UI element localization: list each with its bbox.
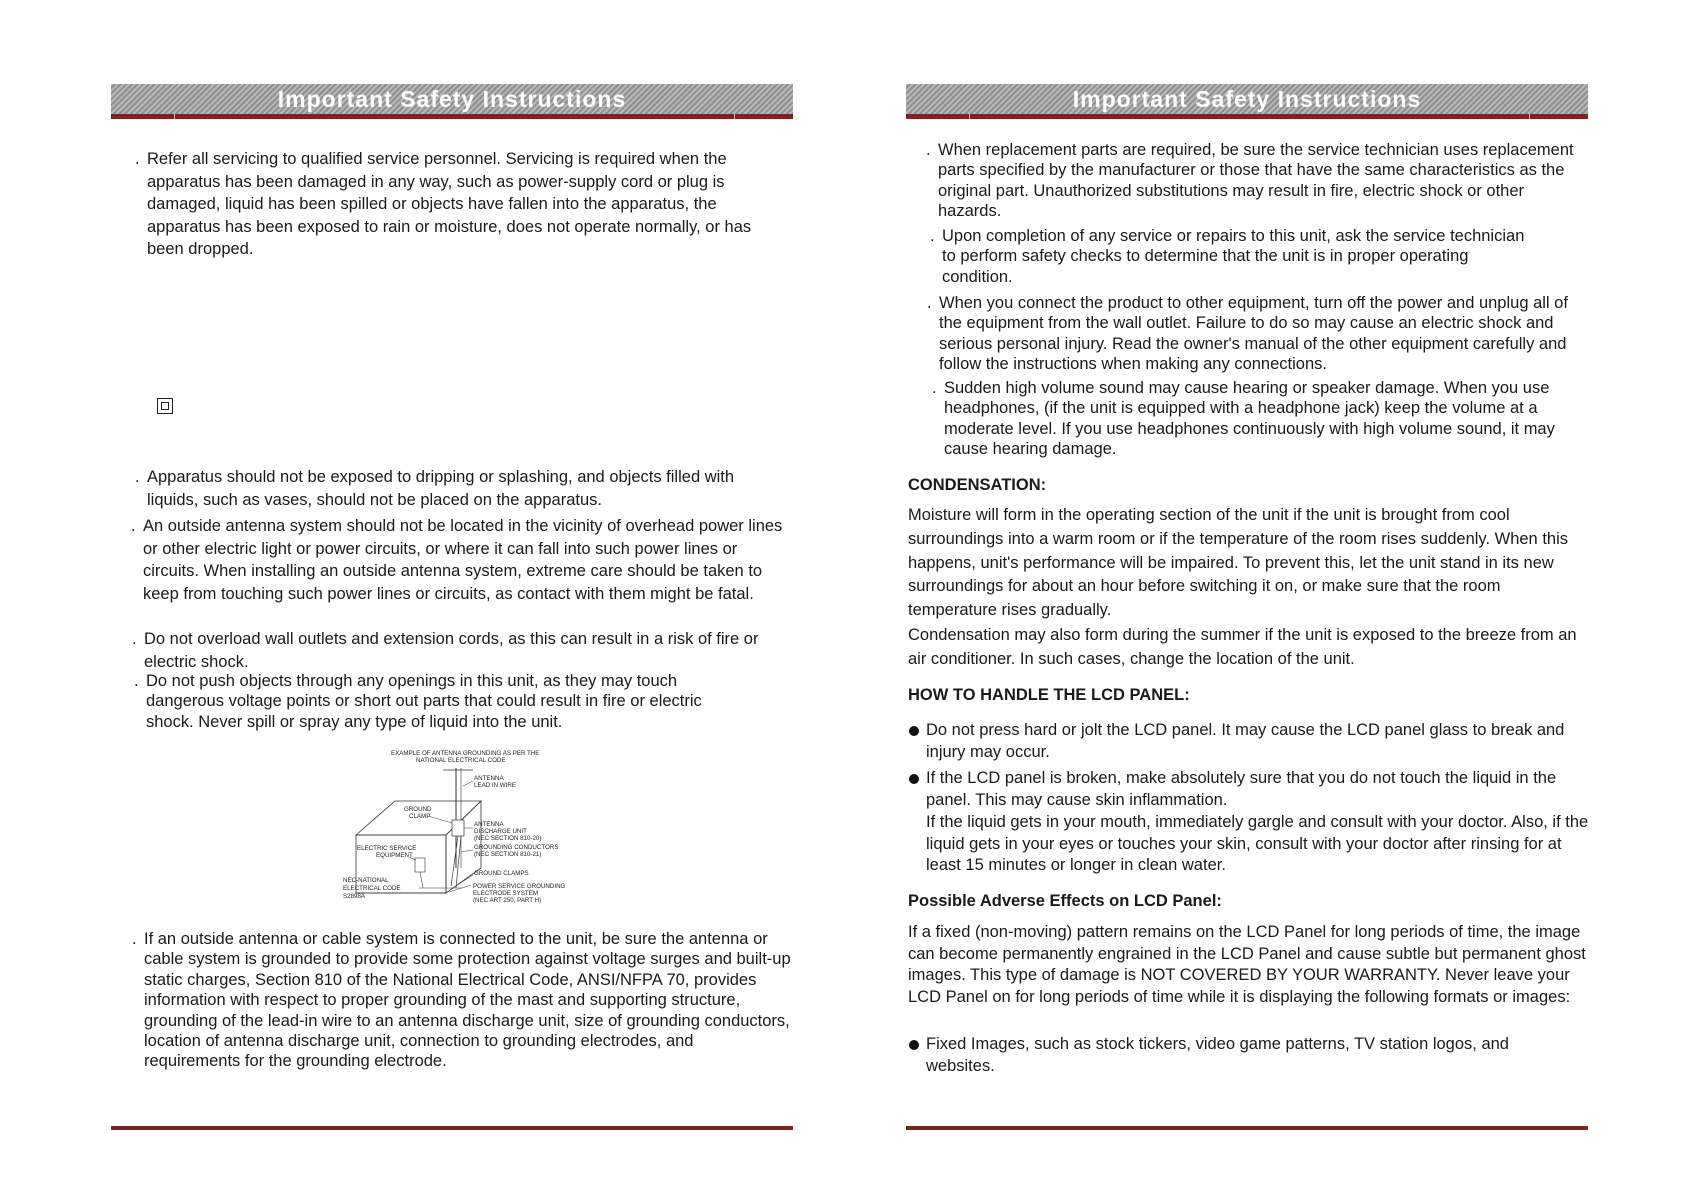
label-discharge-2: DISCHARGE UNIT bbox=[474, 828, 527, 835]
connect-equipment-paragraph: . When you connect the product to other equipment, turn off the power and unplug all of the equipment from the wall outlet. Failure to do so may cause an electric shock and serious personal injury. Read the owner's manual of the other equipment carefully and follow the instructions when making any connections. bbox=[927, 294, 1568, 374]
adverse-effects-paragraph: If a fixed (non-moving) pattern remains on the LCD Panel for long periods of time, the image can become permanently engrained in the LCD Panel and cause subtle but permanent ghost images. This type of damage is NOT COVERED BY YOUR WARRANTY. Never leave your LCD Panel on for long periods of time while it is displaying the following formats or images: bbox=[908, 923, 1586, 1006]
servicing-paragraph: . Refer all servicing to qualified service personnel. Servicing is required when the apparatus has been damaged in any way, such as power-supply cord or plug is damaged, liquid has been spilled or objects have fallen into the apparatus, the apparatus has been exposed to rain or moisture, does not operate normally, or has been dropped. bbox=[135, 150, 752, 258]
dripping-text: Apparatus should not be exposed to dripping or splashing, and objects filled with liquids, such as vases, should not be placed on the apparatus. bbox=[147, 468, 735, 509]
label-conductors-1: GROUNDING CONDUCTORS bbox=[474, 844, 559, 851]
dripping-paragraph: . Apparatus should not be exposed to dripping or splashing, and objects filled with liquids, such as vases, should not be placed on the apparatus. bbox=[135, 468, 735, 509]
double-insulation-icon bbox=[157, 398, 173, 414]
outside-antenna-text: An outside antenna system should not be located in the vicinity of overhead power lines or other electric light or power circuits, or where it can fall into such power lines or circuits. When installing an outside antenna system, extreme care should be taken to keep from touching such power lines or circuits, as contact with them might be fatal. bbox=[143, 517, 783, 603]
bullet-icon bbox=[909, 726, 919, 736]
right-banner-rule bbox=[906, 114, 1588, 119]
label-nec-1: NEC-NATIONAL bbox=[343, 877, 389, 884]
label-power-2: ELECTRODE SYSTEM bbox=[473, 890, 538, 897]
servicing-text: Refer all servicing to qualified service personnel. Servicing is required when the apparatus has been damaged in any way, such as power-supply cord or plug is damaged, liquid has been spilled or objects have fallen into the apparatus, the apparatus has been exposed to rain or moisture, does not operate normally, or has been dropped. bbox=[147, 150, 752, 258]
outside-antenna-paragraph: . An outside antenna system should not be located in the vicinity of overhead power lines or other electric light or power circuits, or where it can fall into such power lines or circuits. When installing an outside antenna system, extreme care should be taken to keep from touching such power lines or circuits, as contact with them might be fatal. bbox=[131, 517, 783, 603]
replacement-parts-text: When replacement parts are required, be sure the service technician uses replacement parts specified by the manufacturer or those that have the same characteristics as the original part. Unauthorized substitutions may result in fire, electric shock or other hazards. bbox=[938, 141, 1574, 221]
label-lead-in-wire: LEAD IN WIRE bbox=[474, 782, 516, 789]
antenna-grounding-diagram bbox=[321, 748, 591, 916]
right-banner bbox=[906, 84, 1588, 119]
condensation-summer-paragraph: Condensation may also form during the summer if the unit is exposed to the breeze from an air conditioner. In such cases, change the location of the unit. bbox=[908, 626, 1577, 668]
left-bottom-rule bbox=[111, 1126, 793, 1130]
connect-equipment-text: When you connect the product to other equipment, turn off the power and unplug all of the equipment from the wall outlet. Failure to do so may cause an electric shock and serious personal injury. Read the owner's manual of the other equipment carefully and follow the instructions when making any connections. bbox=[939, 294, 1568, 374]
push-objects-text: Do not push objects through any openings in this unit, as they may touch dangerous voltage points or short out parts that could result in fire or electric shock. Never spill or spray any type of liquid into the unit. bbox=[146, 672, 702, 731]
bullet-icon bbox=[909, 774, 919, 784]
label-power-1: POWER SERVICE GROUNDING bbox=[473, 883, 566, 890]
overload-paragraph: . Do not overload wall outlets and extension cords, as this can result in a risk of fire or electric shock. bbox=[132, 630, 759, 671]
label-service-2: EQUIPMENT bbox=[376, 852, 413, 859]
label-clamps: GROUND CLAMPS bbox=[474, 870, 529, 877]
banner-tick bbox=[969, 114, 970, 119]
label-nec-2: ELECTRICAL CODE bbox=[343, 885, 401, 892]
condensation-heading: CONDENSATION: bbox=[908, 476, 1047, 494]
label-power-3: (NEC ART 250, PART H) bbox=[473, 897, 542, 904]
label-nec-3: S2898A bbox=[343, 893, 366, 900]
label-ground-line1: GROUND bbox=[404, 806, 432, 813]
safety-checks-text: Upon completion of any service or repairs to this unit, ask the service technician to perform safety checks to determine that the unit is in proper operating condition. bbox=[942, 227, 1525, 286]
lcd-bullet-press: Do not press hard or jolt the LCD panel. It may cause the LCD panel glass to break and injury may occur. bbox=[926, 720, 1586, 763]
replacement-parts-paragraph: . When replacement parts are required, be sure the service technician uses replacement parts specified by the manufacturer or those that have the same characteristics as the original part. Unauthorized substitutions may result in fire, electric shock or other hazards. bbox=[926, 141, 1574, 221]
lcd-panel-heading: HOW TO HANDLE THE LCD PANEL: bbox=[908, 686, 1190, 704]
lcd-liquid-paragraph: If the liquid gets in your mouth, immediately gargle and consult with your doctor. Also, if the liquid gets in your eyes or touches your skin, consult with your doctor after rinsing for at least 15 minutes or longer in clean water. bbox=[926, 813, 1589, 874]
right-bottom-rule bbox=[906, 1126, 1588, 1130]
overload-text: Do not overload wall outlets and extension cords, as this can result in a risk of fire or electric shock. bbox=[144, 630, 759, 671]
safety-checks-paragraph: . Upon completion of any service or repairs to this unit, ask the service technician to perform safety checks to determine that the unit is in proper operating condition. bbox=[930, 227, 1525, 286]
left-banner-title: Important Safety Instructions bbox=[277, 86, 627, 112]
volume-text: Sudden high volume sound may cause hearing or speaker damage. When you use headphones, (if the unit is equipped with a headphone jack) keep the volume at a moderate level. If you use headphones continuously with high volume sound, it may cause hearing damage. bbox=[944, 379, 1555, 459]
banner-tick bbox=[174, 114, 175, 119]
lcd-bullet-broken: If the LCD panel is broken, make absolutely sure that you do not touch the liquid in the panel. This may cause skin inflammation. bbox=[926, 768, 1586, 811]
label-ground-line2: CLAMP bbox=[409, 813, 431, 820]
service-box bbox=[415, 858, 425, 872]
diagram-title-line2: NATIONAL ELECTRICAL CODE bbox=[416, 757, 506, 764]
label-conductors-2: (NEC SECTION 810-21) bbox=[474, 851, 542, 858]
banner-tick bbox=[734, 114, 735, 119]
antenna-grounding-paragraph: . If an outside antenna or cable system is connected to the unit, be sure the antenna or cable system is grounded to provide some protection against voltage surges and built-up static charges, Section 810 of the National Electrical Code, ANSI/NFPA 70, provides information with respect to proper grounding of the mast and supporting structure, grounding of the lead-in wire to an antenna discharge unit, size of grounding conductors, location of antenna discharge unit, connection to grounding electrodes, and requirements for the grounding electrode. bbox=[132, 930, 791, 1071]
banner-tick bbox=[1529, 114, 1530, 119]
bullet-icon bbox=[909, 1040, 919, 1050]
fixed-images-bullet: Fixed Images, such as stock tickers, video game patterns, TV station logos, and websites. bbox=[926, 1034, 1566, 1077]
right-page bbox=[906, 0, 1588, 1190]
antenna-grounding-text: If an outside antenna or cable system is connected to the unit, be sure the antenna or cable system is grounded to provide some protection against voltage surges and built-up static charges, Section 810 of the National Electrical Code, ANSI/NFPA 70, provides information with respect to proper grounding of the mast and supporting structure, grounding of the lead-in wire to an antenna discharge unit, size of grounding conductors, location of antenna discharge unit, connection to grounding electrodes, and requirements for the grounding electrode. bbox=[144, 930, 791, 1071]
label-discharge-1: ANTENNA bbox=[474, 821, 504, 828]
label-antenna: ANTENNA bbox=[474, 775, 504, 782]
discharge-unit bbox=[452, 820, 464, 836]
left-page bbox=[111, 0, 793, 1190]
volume-paragraph: . Sudden high volume sound may cause hearing or speaker damage. When you use headphones, (if the unit is equipped with a headphone jack) keep the volume at a moderate level. If you use headphones continuously with high volume sound, it may cause hearing damage. bbox=[932, 379, 1555, 459]
right-banner-title: Important Safety Instructions bbox=[1072, 86, 1422, 112]
left-banner bbox=[111, 84, 793, 119]
push-objects-paragraph: . Do not push objects through any openings in this unit, as they may touch dangerous voltage points or short out parts that could result in fire or electric shock. Never spill or spray any type of liquid into the unit. bbox=[134, 672, 702, 731]
condensation-paragraph: Moisture will form in the operating section of the unit if the unit is brought from cool surroundings into a warm room or if the temperature of the room rises suddenly. When this happens, unit's performance will be impaired. To prevent this, let the unit stand in its new surroundings for about an hour before switching it on, or make sure that the room temperature rises gradually. bbox=[908, 506, 1568, 620]
label-service-1: ELECTRIC SERVICE bbox=[357, 845, 417, 852]
label-discharge-3: (NEC SECTION 810-20) bbox=[474, 835, 542, 842]
left-banner-rule bbox=[111, 114, 793, 119]
diagram-title-line1: EXAMPLE OF ANTENNA GROUNDING AS PER THE bbox=[391, 750, 540, 757]
adverse-effects-heading: Possible Adverse Effects on LCD Panel: bbox=[908, 892, 1222, 910]
